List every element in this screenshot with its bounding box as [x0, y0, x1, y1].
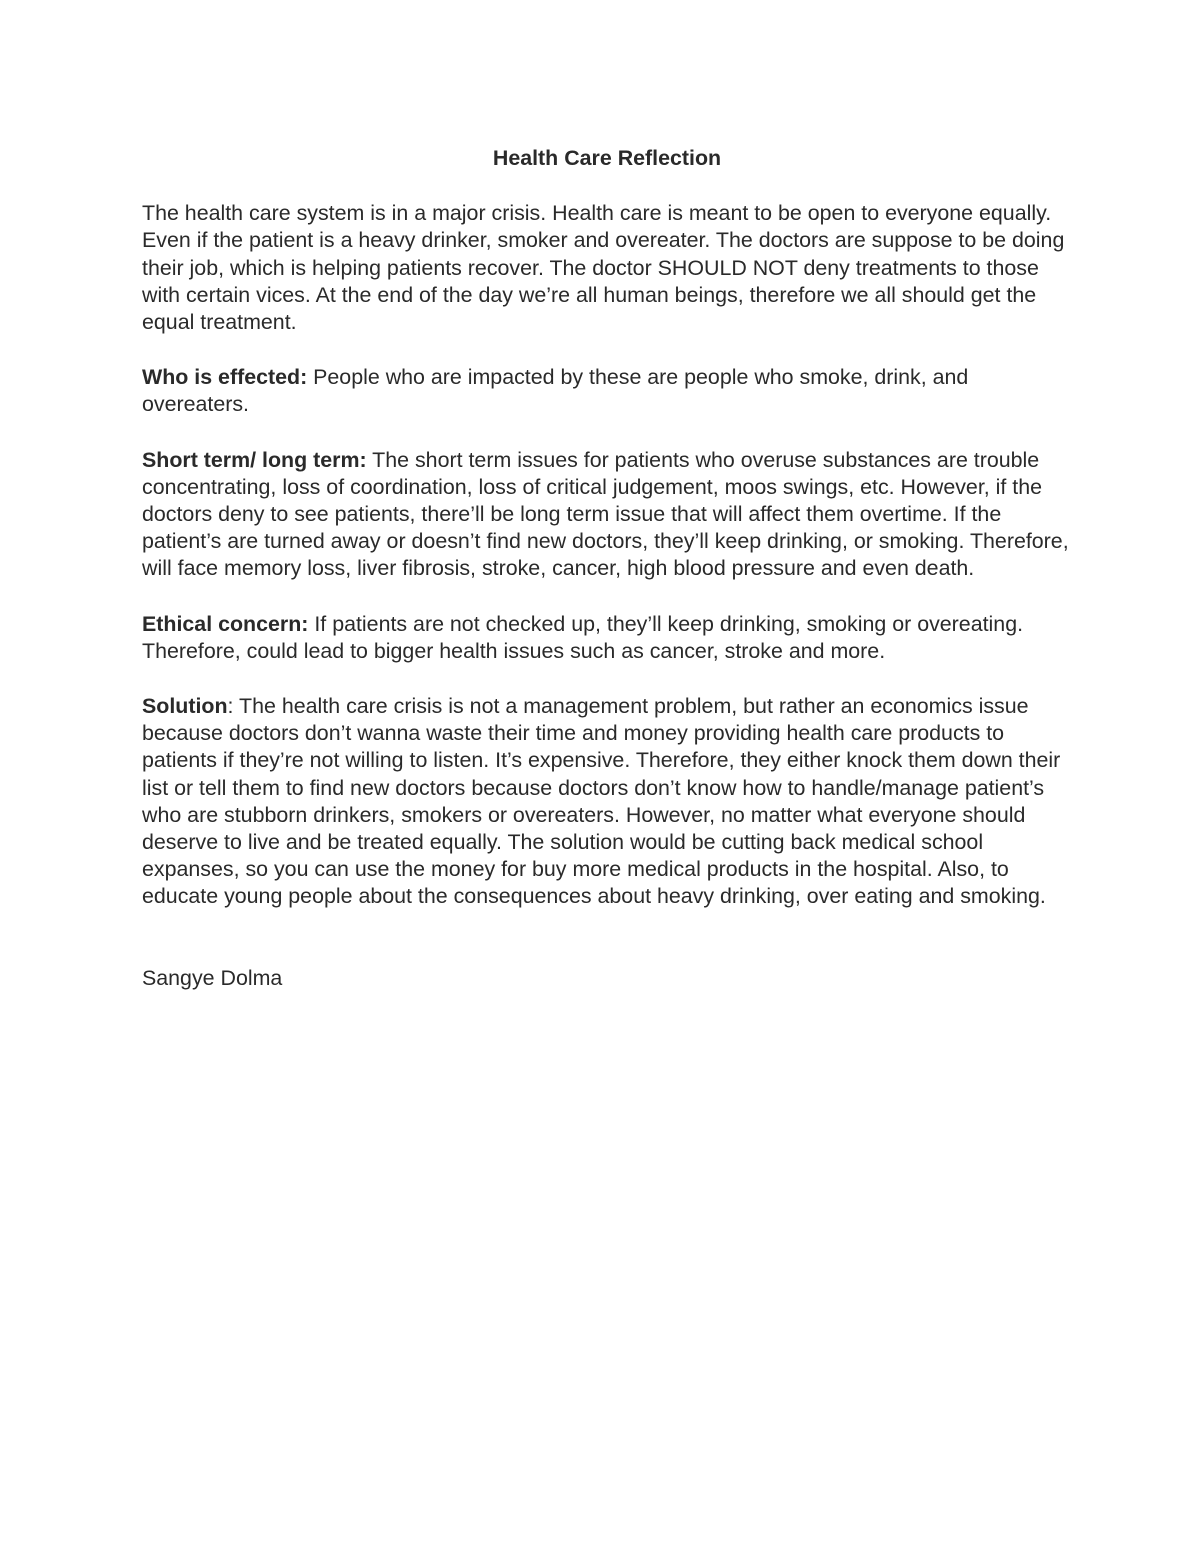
section-ethical-concern [142, 611, 1072, 665]
section-label: Solution [142, 694, 228, 719]
section-text: The short term issues for patients who overuse substances are trouble concentrating, loss of coordination, loss of critical judgement, moos swings, etc. However, if the doctors deny to see patients, there’ll be long term issue that will affect them overtime. If the patient’s are turned away or doesn’t find new doctors, they’ll keep drinking, or smoking. Therefore, will face memory loss, liver fibrosis, stroke, cancer, high blood pressure and even death. [142, 447, 1069, 581]
section-solution [142, 693, 1072, 911]
document-title: Health Care Reflection [492, 146, 722, 170]
section-who-is-effected [142, 364, 1072, 418]
section-text: People who are impacted by these are people who smoke, drink, and overeaters. [142, 365, 969, 417]
section-label: Short term/ long term: [142, 447, 367, 472]
section-text: If patients are not checked up, they’ll keep drinking, smoking or overeating. Therefore, could lead to bigger health issues such as cancer, stroke and more. [142, 611, 1024, 663]
section-label: Ethical concern: [142, 611, 309, 636]
author-signature: Sangye Dolma [142, 965, 283, 990]
section-short-long-term [142, 447, 1072, 583]
document-page [142, 145, 1072, 992]
section-label: Who is effected: [142, 365, 308, 390]
intro-paragraph: The health care system is in a major crisis. Health care is meant to be open to everyone equally. Even if the patient is a heavy drinker, smoker and overeater. The doctors are suppose to be doing their job, which is helping patients recover. The doctor SHOULD NOT deny treatments to those with certain vices. At the end of the day we’re all human beings, therefore we all should get the equal treatment. [142, 201, 1065, 335]
section-text: : The health care crisis is not a management problem, but rather an economics issue because doctors don’t wanna waste their time and money providing health care products to patients if they’re not willing to listen. It’s expensive. Therefore, they either knock them down their list or tell them to find new doctors because doctors don’t know how to handle/manage patient’s who are stubborn drinkers, smokers or overeaters. However, no matter what everyone should deserve to live and be treated equally. The solution would be cutting back medical school expanses, so you can use the money for buy more medical products in the hospital. Also, to educate young people about the consequences about heavy drinking, over eating and smoking. [142, 694, 1061, 909]
